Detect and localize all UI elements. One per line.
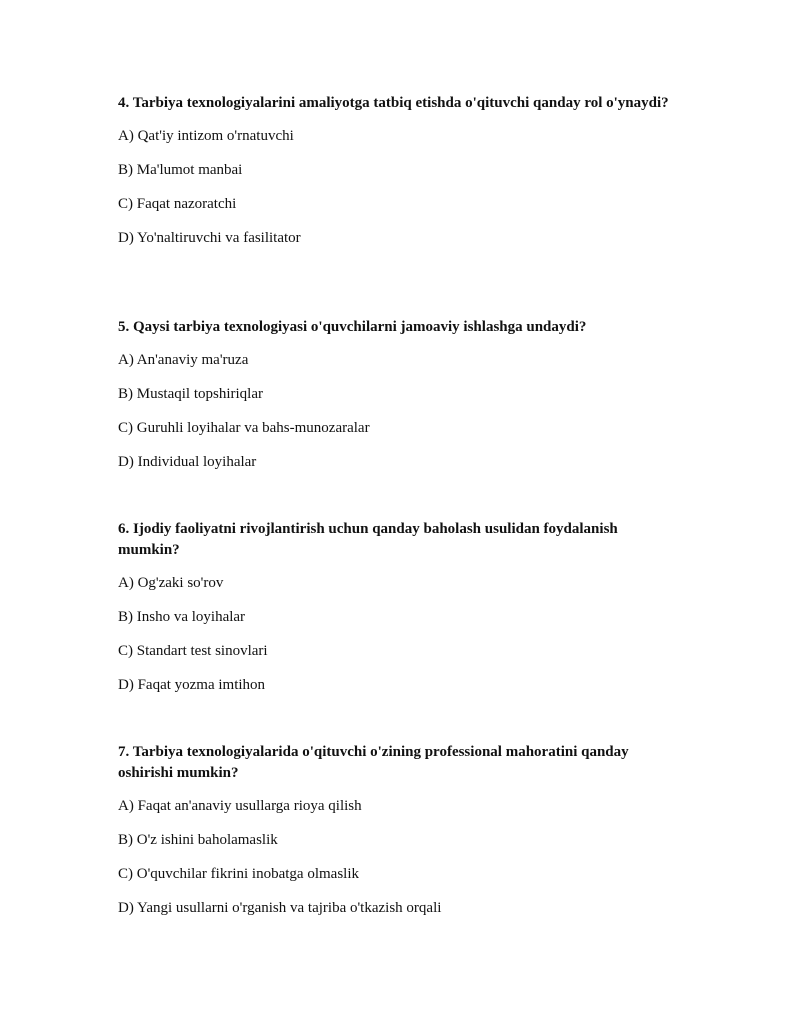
question-4 — [118, 93, 678, 262]
option-d: D) Yo'naltiruvchi va fasilitator — [118, 230, 301, 246]
question-6 — [118, 519, 678, 709]
question-title: 5. Qaysi tarbiya texnologiyasi o'quvchilarni jamoaviy ishlashga undaydi? — [118, 319, 587, 335]
question-7 — [118, 742, 678, 932]
option-a: A) An'anaviy ma'ruza — [118, 352, 249, 368]
option-b: B) O'z ishini baholamaslik — [118, 832, 278, 848]
option-a: A) Og'zaki so'rov — [118, 575, 224, 591]
question-5 — [118, 317, 678, 486]
option-a: A) Qat'iy intizom o'rnatuvchi — [118, 128, 294, 144]
question-title: 6. Ijodiy faoliyatni rivojlantirish uchun qanday baholash usulidan foydalanish mumkin? — [118, 521, 618, 558]
option-c: C) O'quvchilar fikrini inobatga olmaslik — [118, 866, 359, 882]
option-d: D) Faqat yozma imtihon — [118, 677, 266, 693]
option-b: B) Mustaqil topshiriqlar — [118, 386, 263, 402]
question-title: 7. Tarbiya texnologiyalarida o'qituvchi o'zining professional mahoratini qanday oshirishi mumkin? — [118, 744, 629, 781]
option-c: C) Standart test sinovlari — [118, 643, 268, 659]
option-b: B) Insho va loyihalar — [118, 609, 246, 625]
option-d: D) Yangi usullarni o'rganish va tajriba o'tkazish orqali — [118, 900, 442, 916]
option-a: A) Faqat an'anaviy usullarga rioya qilish — [118, 798, 362, 814]
option-b: B) Ma'lumot manbai — [118, 162, 243, 178]
option-c: C) Guruhli loyihalar va bahs-munozaralar — [118, 420, 370, 436]
option-d: D) Individual loyihalar — [118, 454, 257, 470]
question-title: 4. Tarbiya texnologiyalarini amaliyotga tatbiq etishda o'qituvchi qanday rol o'ynaydi? — [118, 95, 669, 111]
option-c: C) Faqat nazoratchi — [118, 196, 237, 212]
